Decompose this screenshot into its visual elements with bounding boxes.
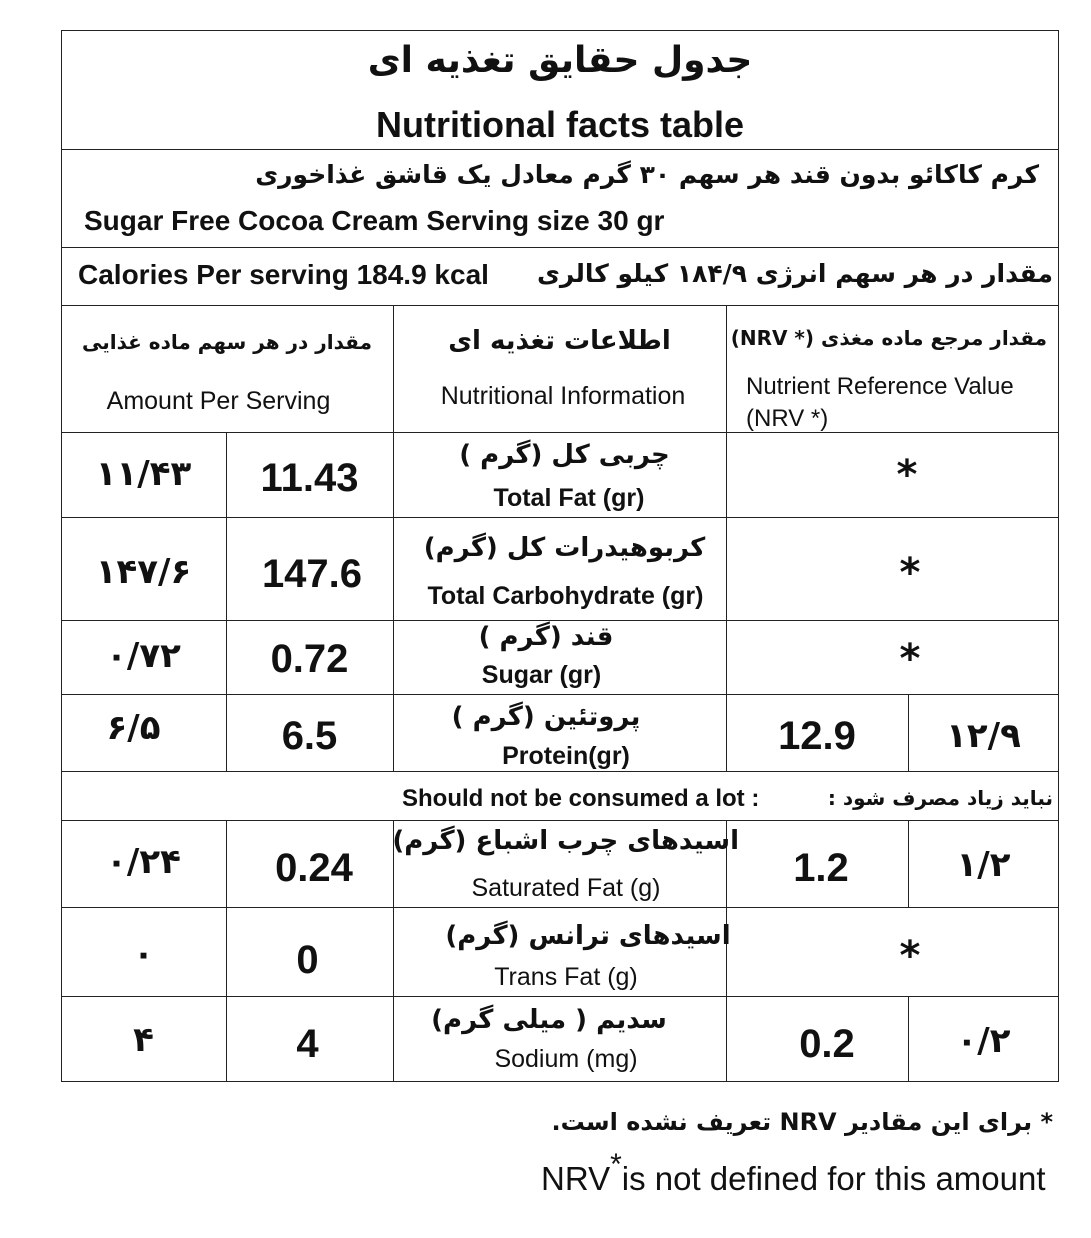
amount-fa: ۶/۵ <box>106 708 161 748</box>
nutrient-name-en: Saturated Fat (g) <box>471 874 661 902</box>
divider <box>61 771 1059 772</box>
calories-fa: مقدار در هر سهم انرژی ۱۸۴/۹ کیلو کالری <box>537 259 1053 288</box>
amount-value: 11.43 <box>260 456 359 500</box>
amount-fa: ۰/۲۴ <box>106 842 181 882</box>
divider <box>61 517 1059 518</box>
nutrient-name-fa: سدیم ( میلی گرم) <box>431 1005 667 1035</box>
amount-fa: ۰ <box>133 934 154 974</box>
nrv-value-fa: ۰/۲ <box>956 1021 1011 1061</box>
title-fa: جدول حقایق تغذیه ای <box>367 40 753 81</box>
warning-en: Should not be consumed a lot : <box>402 785 760 812</box>
amount-value: 4 <box>296 1022 319 1066</box>
divider <box>61 694 1059 695</box>
nrv-value: 12.9 <box>778 714 856 758</box>
nutrient-name-en: Sugar (gr) <box>481 661 602 689</box>
amount-value: 0.24 <box>275 846 353 890</box>
amount-fa: ۴ <box>133 1020 154 1060</box>
nutrient-name-fa: کربوهیدرات کل (گرم) <box>423 533 706 563</box>
header-amount-en: Amount Per Serving <box>106 387 331 415</box>
amount-value: 0.72 <box>270 637 349 681</box>
nutrient-name-en: Total Carbohydrate (gr) <box>427 582 704 610</box>
nutrient-name-en: Trans Fat (g) <box>494 963 638 991</box>
nutrient-name-fa: اسیدهای چرب اشباع (گرم) <box>392 826 739 856</box>
nrv-not-defined-star: * <box>899 550 921 596</box>
product-fa: کرم کاکائو بدون قند هر سهم ۳۰ گرم معادل یک قاشق غذاخوری <box>255 160 1039 189</box>
divider <box>61 620 1059 621</box>
header-nrv-en: Nutrient Reference Value <box>746 373 1014 400</box>
nutrient-name-fa: چربی کل (گرم ) <box>459 440 670 470</box>
amount-value: 147.6 <box>261 552 363 596</box>
amount-fa: ۱۴۷/۶ <box>95 552 192 592</box>
nutrient-name-fa: اسیدهای ترانس (گرم) <box>445 921 731 951</box>
nutrient-name-fa: قند (گرم ) <box>478 622 614 652</box>
calories-en: Calories Per serving 184.9 kcal <box>78 259 489 290</box>
divider <box>61 305 1059 306</box>
header-info-en: Nutritional Information <box>440 382 686 410</box>
footnote-star: * <box>610 1148 622 1181</box>
nutrient-name-en: Protein(gr) <box>502 742 630 770</box>
amount-fa: ۱۱/۴۳ <box>95 454 192 494</box>
divider <box>61 247 1059 248</box>
nutrient-name-en: Total Fat (gr) <box>493 484 645 512</box>
footnote-fa: * برای این مقادیر NRV تعریف نشده است. <box>551 1108 1053 1136</box>
product-en: Sugar Free Cocoa Cream Serving size 30 gr <box>84 205 665 236</box>
header-nrv-en-2: (NRV *) <box>746 405 829 432</box>
header-info-fa: اطلاعات تغذیه ای <box>448 326 671 356</box>
amount-fa: ۰/۷۲ <box>106 636 181 676</box>
footnote-en <box>541 1148 1046 1198</box>
title-en: Nutritional facts table <box>375 104 745 145</box>
footnote-rest: is not defined for this amount <box>621 1160 1046 1197</box>
nrv-value: 0.2 <box>799 1022 855 1066</box>
nrv-value-fa: ۱/۲ <box>956 845 1011 885</box>
header-nrv-fa: مقدار مرجع ماده مغذی (* NRV) <box>730 326 1047 350</box>
divider <box>61 907 1059 908</box>
nrv-not-defined-star: * <box>896 452 918 498</box>
nrv-not-defined-star: * <box>899 636 921 682</box>
nutrient-name-en: Sodium (mg) <box>494 1045 638 1073</box>
header-amount-fa: مقدار در هر سهم ماده غذایی <box>82 330 372 354</box>
nrv-not-defined-star: * <box>899 933 921 979</box>
nrv-value-fa: ۱۲/۹ <box>946 716 1021 756</box>
amount-value: 6.5 <box>281 714 338 758</box>
nrv-value: 1.2 <box>793 846 849 890</box>
divider <box>61 149 1059 150</box>
divider <box>61 432 1059 433</box>
amount-value: 0 <box>296 938 319 982</box>
warning-fa: نباید زیاد مصرف شود : <box>827 786 1053 810</box>
footnote-nrv: NRV <box>541 1160 611 1197</box>
nutrient-name-fa: پروتئین (گرم ) <box>451 702 641 732</box>
divider <box>61 996 1059 997</box>
divider <box>61 820 1059 821</box>
